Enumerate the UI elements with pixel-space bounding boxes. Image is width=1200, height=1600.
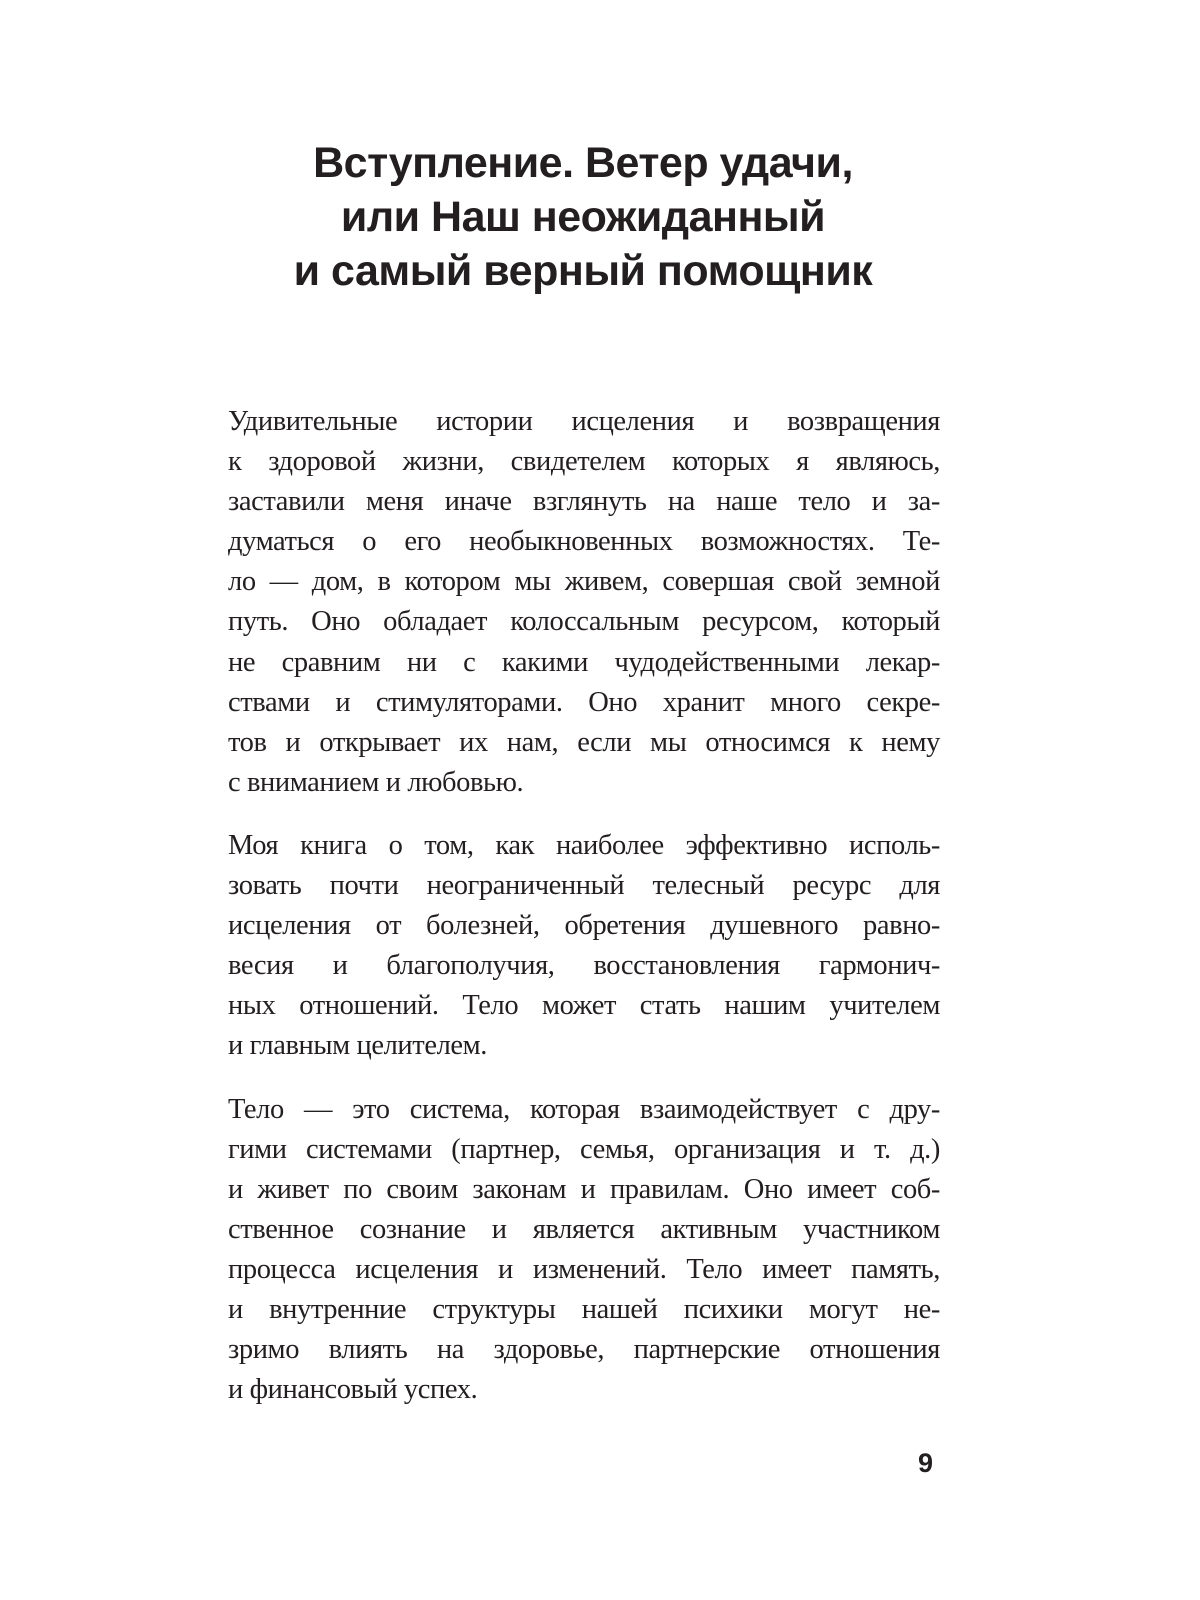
text-line: ных отношений. Тело может стать нашим учителем bbox=[228, 990, 940, 1022]
chapter-title-line: или Наш неожиданный bbox=[340, 193, 826, 241]
text-line: ло — дом, в котором мы живем, совершая свой земной bbox=[228, 566, 940, 598]
text-line: ственное сознание и является активным участником bbox=[228, 1213, 940, 1245]
text-line: весия и благополучия, восстановления гармонич- bbox=[228, 950, 940, 982]
text-line: и живет по своим законам и правилам. Оно имеет соб- bbox=[228, 1173, 940, 1205]
text-line: и главным целителем. bbox=[228, 1030, 488, 1062]
text-line: путь. Оно обладает колоссальным ресурсом, который bbox=[228, 606, 940, 638]
text-line: с вниманием и любовью. bbox=[228, 766, 524, 798]
body-text bbox=[228, 402, 940, 1433]
text-line: и внутренние структуры нашей психики могут не- bbox=[228, 1293, 940, 1325]
text-line: процесса исцеления и изменений. Тело имеет память, bbox=[228, 1253, 940, 1285]
page-number: 9 bbox=[918, 1448, 934, 1478]
text-line: зовать почти неограниченный телесный ресурс для bbox=[228, 870, 940, 902]
text-line: Удивительные истории исцеления и возвращения bbox=[228, 406, 940, 437]
text-line: тов и открывает их нам, если мы относимся к нему bbox=[228, 726, 940, 758]
text-line: зримо влиять на здоровье, партнерские отношения bbox=[228, 1334, 940, 1366]
paragraph bbox=[228, 826, 940, 1067]
text-line: к здоровой жизни, свидетелем которых я являюсь, bbox=[228, 446, 940, 478]
chapter-title bbox=[0, 136, 1166, 298]
chapter-title-line: Вступление. Ветер удачи, bbox=[313, 139, 853, 187]
paragraph bbox=[228, 402, 940, 803]
text-line: Тело — это система, которая взаимодействует с дру- bbox=[228, 1093, 940, 1125]
text-line: думаться о его необыкновенных возможностях. Те- bbox=[228, 526, 940, 558]
text-line: и финансовый успех. bbox=[228, 1374, 478, 1406]
text-line: исцеления от болезней, обретения душевного равно- bbox=[228, 910, 940, 942]
text-line: гими системами (партнер, семья, организация и т. д.) bbox=[228, 1133, 940, 1165]
paragraph bbox=[228, 1090, 940, 1411]
text-line: не сравним ни с какими чудодейственными лекар- bbox=[228, 646, 940, 678]
text-line: заставили меня иначе взглянуть на наше тело и за- bbox=[228, 486, 940, 518]
text-line: Моя книга о том, как наиболее эффективно исполь- bbox=[228, 829, 940, 861]
text-line: ствами и стимуляторами. Оно хранит много секре- bbox=[228, 686, 940, 718]
chapter-title-line: и самый верный помощник bbox=[293, 247, 873, 295]
